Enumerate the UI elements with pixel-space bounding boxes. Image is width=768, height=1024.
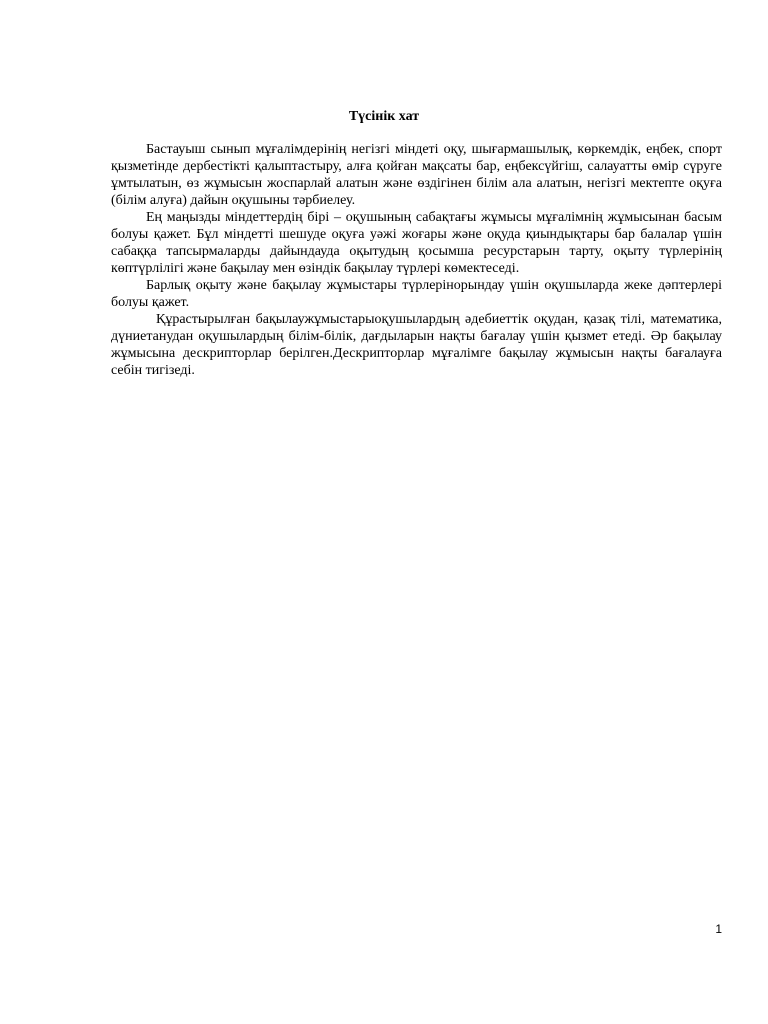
page-number: 1 — [715, 922, 722, 936]
paragraph-1: Бастауыш сынып мұғалімдерінің негізгі міндеті оқу, шығармашылық, көркемдік, еңбек, спорт қызметінде дербестікті қалыптастыру, алға қойған мақсаты бар, еңбексүйгіш, салауатты өмір сүруге ұмтылатын, өз жұмысын жоспарлай алатын және өздігінен білім ала алатын, негізгі мектепте оқуға (білім алуға) дайын оқушыны тәрбиелеу. — [111, 142, 722, 208]
paragraph-2: Ең маңызды міндеттердің бірі – оқушының сабақтағы жұмысы мұғалімнің жұмысынан басым болуы қажет. Бұл міндетті шешуде оқуға уәжі жоғары және оқуда қиындықтары бар балалар үшін сабаққа тапсырмаларды дайындауда оқытудың қосымша ресурстарын тарту, оқыту түрлерінің көптүрлілігі және бақылау мен өзіндік бақылау түрлері көмектеседі. — [111, 210, 722, 276]
paragraph-4: Құрастырылған бақылаужұмыстарыоқушылардың әдебиеттік оқудан, қазақ тілі, математика, дүниетанудан оқушылардың білім-білік, дағдыларын нақты бағалау үшін қызмет етеді. Әр бақылау жұмысына дескрипторлар берілген.Дескрипторлар мұғалімге бақылау жұмысын нақты бағалауға себін тигізеді. — [111, 312, 722, 378]
document-body — [111, 141, 722, 379]
document-title: Түсінік хат — [348, 109, 420, 124]
paragraph-3: Барлық оқыту және бақылау жұмыстары түрлерінорындау үшін оқушыларда жеке дәптерлері болуы қажет. — [111, 278, 722, 310]
